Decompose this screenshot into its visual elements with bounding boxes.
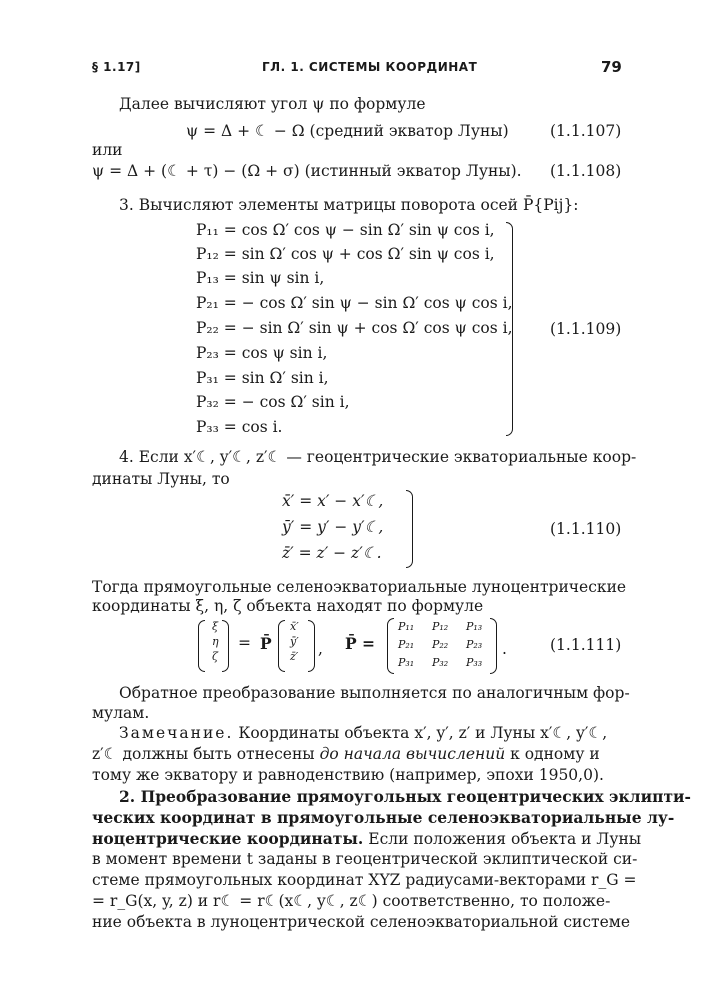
comma: , — [318, 640, 323, 658]
equation-number-108: (1.1.108) — [550, 162, 622, 180]
matrix-element-line: P₂₂ = − sin Ω′ sin ψ + cos Ω′ cos ψ cos i, — [196, 319, 513, 337]
inverse-line1: Обратное преобразование выполняется по аналогичным фор- — [119, 684, 630, 702]
matrix-cell: P₂₃ — [466, 638, 483, 651]
difference-equation: z̄′ = z′ − z′☾. — [282, 544, 382, 562]
section2-line3 — [92, 829, 641, 848]
inverse-line2: мулам. — [92, 704, 150, 722]
note-text: Координаты объекта x′, y′, z′ и Луны x′☾, y′☾, — [238, 724, 608, 742]
equation-number-110: (1.1.110) — [550, 520, 622, 538]
matrix-cell: P₁₂ — [432, 620, 449, 633]
note-emphasis: до начала вычислений — [319, 745, 506, 763]
difference-equation: ȳ′ = y′ − y′☾, — [282, 518, 384, 536]
equation-number-109: (1.1.109) — [550, 320, 622, 338]
right-brace — [506, 222, 513, 436]
matrix-cell: P₁₃ — [466, 620, 483, 633]
period: . — [502, 640, 507, 658]
matrix-cell: P₁₁ — [398, 620, 415, 633]
equation-1-1-107: ψ = Δ + ☾ − Ω (средний экватор Луны) — [186, 122, 509, 140]
left-brace — [278, 620, 285, 672]
note-text: z′☾ должны быть отнесены — [92, 745, 320, 763]
note-line2 — [92, 745, 600, 763]
angle-intro: Далее вычисляют угол ψ по формуле — [119, 95, 426, 113]
matrix-definition-symbol: P̄ = — [345, 634, 376, 653]
left-brace — [387, 618, 394, 674]
vector-component: z̄′ — [290, 650, 299, 663]
equation-1-1-108: ψ = Δ + (☾ + τ) − (Ω + σ) (истинный экватор Луны). — [92, 162, 522, 180]
matrix-element-line: P₂₃ = cos ψ sin i, — [196, 344, 328, 362]
section2-line2: ческих координат в прямоугольные селеноэкваториальные лу- — [92, 808, 675, 827]
vector-component: ξ — [212, 620, 219, 633]
matrix-cell: P₂₁ — [398, 638, 415, 651]
right-brace — [406, 490, 413, 568]
matrix-element-line: P₁₁ = cos Ω′ cos ψ − sin Ω′ sin ψ cos i, — [196, 221, 495, 239]
vector-component: η — [212, 635, 219, 648]
matrix-cell: P₃₂ — [432, 656, 449, 669]
difference-equation: x̄′ = x′ − x′☾, — [282, 492, 384, 510]
matrix-symbol: P̄ — [260, 634, 272, 653]
vector-component: ζ — [212, 650, 218, 663]
section2-text: Если положения объекта и Луны — [363, 830, 642, 848]
vector-diff-coords — [290, 620, 299, 663]
section2-line1: 2. Преобразование прямоугольных геоцентрических эклипти- — [119, 787, 691, 806]
right-brace — [308, 620, 315, 672]
matrix-element-line: P₂₁ = − cos Ω′ sin ψ − sin Ω′ cos ψ cos i, — [196, 294, 513, 312]
vector-component: ȳ′ — [290, 635, 299, 648]
matrix-cell: P₃₁ — [398, 656, 415, 669]
note-line1 — [119, 724, 607, 742]
note-text: к одному и — [505, 745, 600, 763]
matrix-element-line: P₁₂ = sin Ω′ cos ψ + cos Ω′ sin ψ cos i, — [196, 245, 495, 263]
matrix-element-line: P₃₂ = − cos Ω′ sin i, — [196, 393, 350, 411]
running-title: ГЛ. 1. СИСТЕМЫ КООРДИНАТ — [262, 60, 478, 74]
transform-line1: Тогда прямоугольные селеноэкваториальные луноцентрические — [92, 578, 627, 596]
right-brace — [490, 618, 497, 674]
equation-number-107: (1.1.107) — [550, 122, 622, 140]
equation-number-111: (1.1.111) — [550, 636, 622, 654]
left-brace — [198, 620, 205, 672]
note-label: Замечание. — [119, 724, 234, 742]
matrix-element-line: P₁₃ = sin ψ sin i, — [196, 269, 325, 287]
section2-line5: стеме прямоугольных координат XYZ радиусами-векторами r_G = — [92, 871, 637, 889]
vector-xi-eta-zeta — [212, 620, 219, 663]
item4-line2: динаты Луны, то — [92, 470, 230, 488]
section2-heading-end: ноцентрические координаты. — [92, 829, 364, 848]
transform-line2: координаты ξ, η, ζ объекта находят по формуле — [92, 597, 484, 615]
conjunction-or: или — [92, 141, 123, 159]
item4-line1: 4. Если x′☾, y′☾, z′☾ — геоцентрические экваториальные коор- — [119, 448, 637, 466]
item3-intro: 3. Вычисляют элементы матрицы поворота осей P̄{Pij}: — [119, 196, 579, 214]
matrix-element-line: P₃₁ = sin Ω′ sin i, — [196, 369, 329, 387]
section-ref: § 1.17] — [92, 60, 141, 74]
rotation-matrix — [398, 620, 498, 672]
vector-component: x̄′ — [290, 620, 299, 633]
right-brace — [222, 620, 229, 672]
section2-line6: = r_G(x, y, z) и r☾ = r☾(x☾, y☾, z☾) соответственно, то положе- — [92, 892, 611, 910]
equals-sign: = — [238, 634, 251, 652]
note-line3: тому же экватору и равноденствию (например, эпохи 1950,0). — [92, 766, 604, 784]
section2-line4: в момент времени t заданы в геоцентрической эклиптической си- — [92, 850, 638, 868]
page-number: 79 — [601, 58, 622, 76]
matrix-element-line: P₃₃ = cos i. — [196, 418, 283, 436]
matrix-cell: P₂₂ — [432, 638, 449, 651]
matrix-cell: P₃₃ — [466, 656, 483, 669]
section2-line7: ние объекта в луноцентрической селеноэкваториальной системе — [92, 913, 630, 931]
